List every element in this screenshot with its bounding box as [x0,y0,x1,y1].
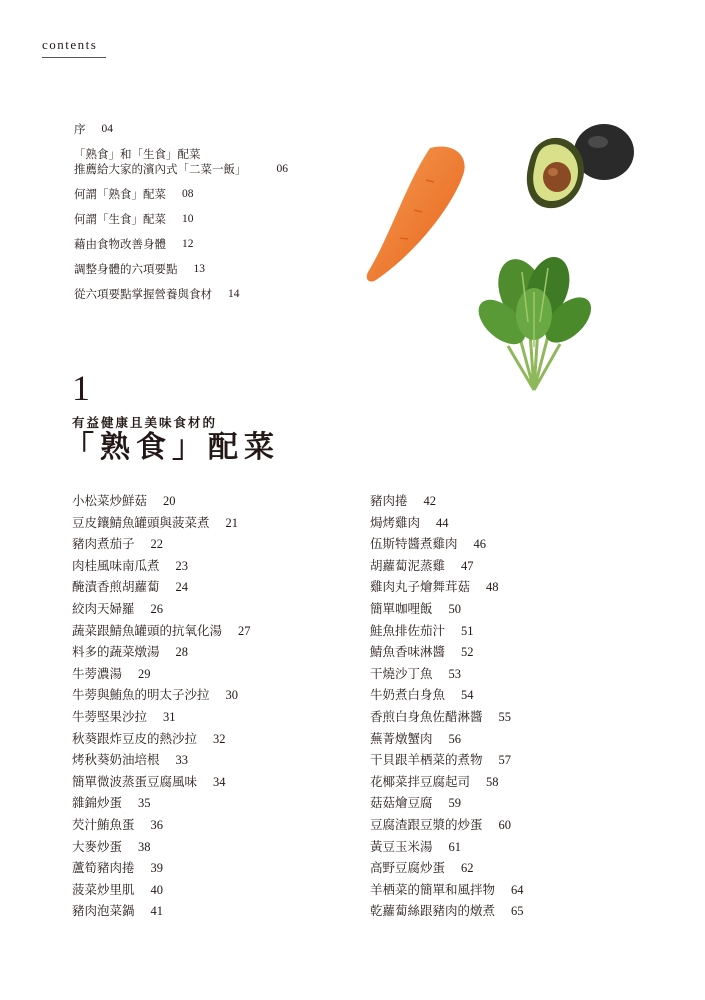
toc-page: 12 [182,238,194,250]
toc-page: 55 [498,709,512,724]
toc-title: 菠菜炒里肌 [72,881,135,897]
toc-page: 53 [448,666,462,681]
toc-page: 36 [150,817,164,832]
toc-title: 絞肉天婦羅 [72,600,135,616]
toc-title: 雜錦炒蛋 [72,795,123,811]
toc-page: 54 [461,688,474,703]
toc-entry[interactable] [72,555,372,577]
toc-title: 肉桂風味南瓜煮 [72,557,160,573]
toc-entry[interactable] [72,900,372,922]
toc-title: 大麥炒蛋 [72,838,123,854]
toc-page: 22 [150,537,164,552]
toc-title: 蘆筍豬肉捲 [72,860,135,876]
toc-title: 牛蒡堅果沙拉 [72,708,148,724]
recipe-list-right [370,490,670,922]
toc-page: 35 [138,796,151,811]
toc-page: 26 [150,601,164,616]
toc-page: 20 [163,494,176,508]
toc-entry[interactable] [370,900,670,922]
chapter-title: 「熟食」配菜 [64,430,280,465]
toc-entry[interactable] [72,836,372,858]
chapter-number: 1 [72,368,90,408]
toc-entry[interactable] [72,814,372,836]
toc-entry[interactable] [370,620,670,642]
intro-list [74,122,374,312]
toc-page: 59 [448,796,462,811]
toc-entry[interactable] [72,771,372,793]
toc-entry[interactable] [72,663,372,685]
toc-page: 14 [228,288,240,300]
toc-page: 61 [448,839,462,854]
toc-entry[interactable] [72,512,372,534]
toc-title: 醃漬香煎胡蘿蔔 [72,579,160,595]
avocado-icon [522,122,637,217]
toc-title: 調整身體的六項要點 [74,262,178,276]
toc-title: 簡單微波蒸蛋豆腐風味 [72,773,198,789]
toc-page: 46 [473,537,487,552]
toc-entry[interactable] [72,749,372,771]
toc-entry[interactable] [370,684,670,706]
toc-page: 42 [423,494,437,508]
toc-title: 羊栖菜的簡單和風拌物 [370,881,496,897]
toc-page: 44 [436,515,449,530]
toc-page: 60 [498,817,512,832]
toc-title: 豆腐渣跟豆漿的炒蛋 [370,816,483,832]
toc-title: 鮭魚排佐茄汁 [370,622,446,638]
toc-page: 23 [175,558,189,573]
toc-page: 28 [175,645,189,660]
toc-page: 34 [213,774,226,789]
toc-page: 30 [225,688,239,703]
toc-entry[interactable] [370,512,670,534]
toc-title: 香煎白身魚佐醋淋醬 [370,708,483,724]
toc-entry[interactable] [74,212,374,227]
toc-title: 牛蒡濃湯 [72,665,123,681]
toc-page: 32 [213,731,226,746]
toc-title: 豆皮鑲鯖魚罐頭與菠菜煮 [72,514,210,530]
toc-title: 小松菜炒鮮菇 [72,493,148,508]
recipe-list-left [72,490,372,922]
toc-entry[interactable] [370,857,670,879]
toc-entry[interactable] [74,237,374,252]
toc-title: 序 [74,122,86,136]
toc-page: 04 [101,123,113,135]
toc-entry[interactable] [74,187,374,202]
toc-entry[interactable] [370,576,670,598]
toc-title: 「熟食」和「生食」配菜 推薦給大家的濱內式「二菜一飯」 [74,147,247,176]
carrot-icon [360,140,475,290]
toc-title: 何謂「生食」配菜 [74,212,166,226]
toc-entry[interactable] [370,663,670,685]
toc-entry[interactable] [370,814,670,836]
toc-page: 10 [182,213,194,225]
toc-entry[interactable] [370,879,670,901]
toc-entry[interactable] [370,771,670,793]
toc-title: 伍斯特醬煮雞肉 [370,536,458,552]
toc-entry[interactable] [370,792,670,814]
toc-page: 57 [498,753,512,768]
toc-title: 胡蘿蔔泥蒸雞 [370,557,446,573]
toc-page: 21 [225,515,239,530]
toc-title: 料多的蔬菜燉湯 [72,644,160,660]
toc-title: 從六項要點掌握營養與食材 [74,287,212,301]
toc-title: 牛蒡與鮪魚的明太子沙拉 [72,687,210,703]
toc-entry[interactable] [72,490,372,512]
toc-title: 花椰菜拌豆腐起司 [370,773,471,789]
toc-title: 烤秋葵奶油培根 [72,752,160,768]
toc-title: 黃豆玉米湯 [370,838,433,854]
spinach-icon [472,252,597,394]
toc-page: 50 [448,601,462,616]
toc-page: 31 [163,709,176,724]
toc-page: 29 [138,666,151,681]
toc-page: 06 [276,163,288,175]
toc-title: 芡汁鮪魚蛋 [72,816,135,832]
toc-entry[interactable] [370,749,670,771]
toc-title: 焗烤雞肉 [370,514,421,530]
toc-entry[interactable] [370,533,670,555]
toc-page: 24 [175,580,189,595]
toc-entry[interactable] [72,620,372,642]
toc-title: 豬肉泡菜鍋 [72,903,135,919]
toc-page: 08 [182,188,194,200]
toc-page: 56 [448,731,462,746]
toc-page: 62 [461,861,474,876]
toc-entry[interactable] [72,641,372,663]
toc-title: 干燒沙丁魚 [370,665,433,681]
toc-entry[interactable] [72,792,372,814]
toc-entry[interactable] [370,836,670,858]
toc-page: 51 [461,623,474,638]
toc-entry[interactable] [72,706,372,728]
contents-label: contents [42,37,106,58]
toc-title: 藉由食物改善身體 [74,237,166,251]
toc-page: 13 [193,263,205,275]
toc-entry[interactable] [72,598,372,620]
toc-title: 高野豆腐炒蛋 [370,860,446,876]
toc-title: 秋葵跟炸豆皮的熱沙拉 [72,730,198,746]
toc-entry[interactable] [370,555,670,577]
toc-title: 鯖魚香味淋醬 [370,644,446,660]
toc-page: 33 [175,753,189,768]
toc-title: 蕪菁燉蟹肉 [370,730,433,746]
toc-entry[interactable] [74,262,374,277]
toc-page: 40 [150,882,164,897]
toc-entry[interactable] [74,287,374,302]
toc-title: 乾蘿蔔絲跟豬肉的燉煮 [370,903,496,919]
toc-entry[interactable] [370,490,670,512]
toc-title: 豬肉煮茄子 [72,536,135,552]
toc-entry[interactable] [370,598,670,620]
toc-title: 牛奶煮白身魚 [370,687,446,703]
chapter-subtitle: 有益健康且美味食材的 [72,415,218,430]
toc-page: 58 [486,774,499,789]
toc-title: 簡單咖哩飯 [370,600,433,616]
toc-page: 39 [150,861,164,876]
toc-page: 41 [150,904,164,919]
toc-page: 64 [511,882,524,897]
toc-page: 65 [511,904,524,919]
toc-title: 蔬菜跟鯖魚罐頭的抗氧化湯 [72,622,223,638]
toc-entry[interactable] [72,684,372,706]
toc-title: 豬肉捲 [370,493,408,508]
toc-entry[interactable] [370,728,670,750]
toc-page: 52 [461,645,474,660]
toc-entry[interactable] [74,147,374,177]
toc-entry[interactable] [72,533,372,555]
toc-entry[interactable] [72,576,372,598]
toc-entry[interactable] [370,706,670,728]
toc-page: 27 [238,623,251,638]
toc-title: 干貝跟羊栖菜的煮物 [370,752,483,768]
toc-entry[interactable] [72,857,372,879]
toc-page: 48 [486,580,499,595]
toc-title: 菇菇燴豆腐 [370,795,433,811]
toc-page: 38 [138,839,151,854]
toc-entry[interactable] [370,641,670,663]
toc-title: 何謂「熟食」配菜 [74,187,166,201]
toc-entry[interactable] [74,122,374,137]
toc-title: 雞肉丸子燴舞茸菇 [370,579,471,595]
toc-page: 47 [461,558,474,573]
toc-entry[interactable] [72,728,372,750]
toc-entry[interactable] [72,879,372,901]
